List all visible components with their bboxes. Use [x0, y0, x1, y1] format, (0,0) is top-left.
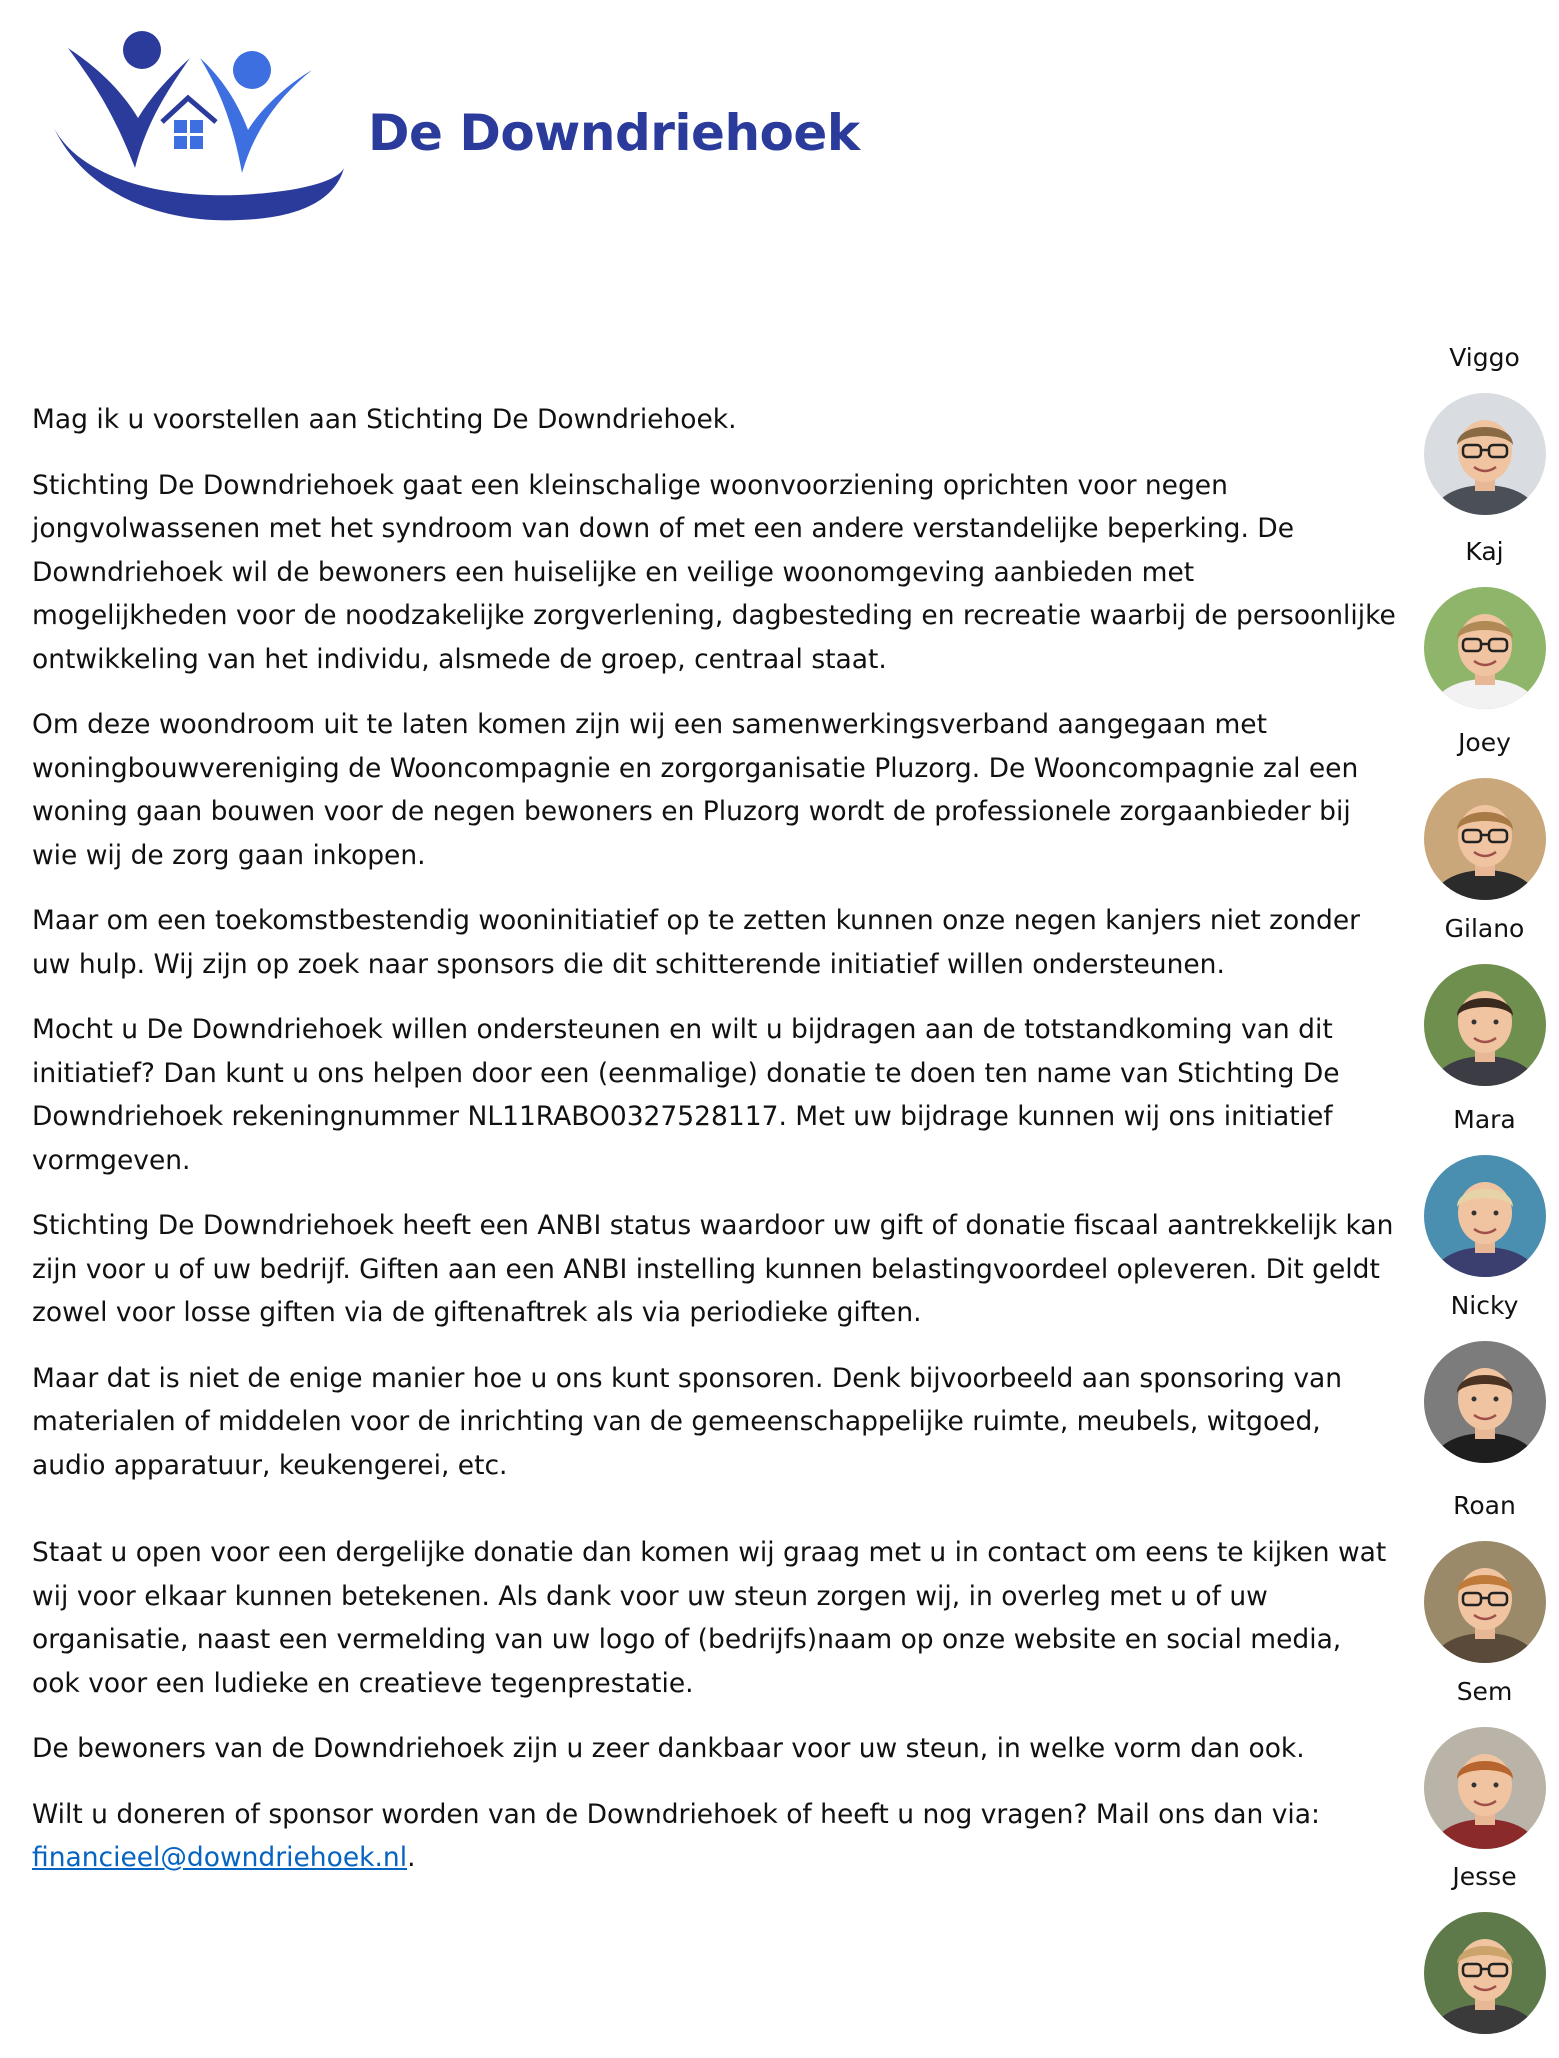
closing-period: .: [407, 1842, 416, 1873]
resident-photo: [1424, 1341, 1546, 1463]
paragraph: Om deze woondroom uit te laten komen zijn wij een samenwerkingsverband aangegaan met woningbouwvereniging de Wooncompagnie en zorgorganisatie Pluzorg. De Wooncompagnie zal een woning gaan bouwen voor de negen bewoners en Pluzorg wordt de professionele zorgaanbieder bij wie wij de zorg gaan inkopen.: [32, 709, 1359, 871]
resident-photo: [1424, 1541, 1546, 1663]
paragraph: Stichting De Downdriehoek heeft een ANBI status waardoor uw gift of donatie fiscaal aantrekkelijk kan zijn voor u of uw bedrijf. Giften aan een ANBI instelling kunnen belastingvoordeel opleveren. Dit geldt zowel voor losse giften via de giftenaftrek als via periodieke giften.: [32, 1210, 1394, 1328]
paragraph: Stichting De Downdriehoek gaat een kleinschalige woonvoorziening oprichten voor negen jongvolwassenen met het syndroom van down of met een andere verstandelijke beperking. De Downdriehoek wil de bewoners een huiselijke en veilige woonomgeving aanbieden met mogelijkheden voor de noodzakelijke zorgverlening, dagbesteding en recreatie waarbij de persoonlijke ontwikkeling van het individu, alsmede de groep, centraal staat.: [32, 469, 1396, 675]
closing-paragraph: [32, 1793, 1397, 1880]
portrait-icon: [1424, 964, 1546, 1086]
letterhead: [50, 18, 870, 228]
letter-body: [32, 398, 1397, 1902]
paragraph: Mocht u De Downdriehoek willen ondersteunen en wilt u bijdragen aan de totstandkoming van dit initiatief? Dan kunt u ons helpen door een (eenmalige) donatie te doen ten name van Stichting De Downdriehoek rekeningnummer NL11RABO0327528117. Met uw bijdrage kunnen wij ons initiatief vormgeven.: [32, 1014, 1340, 1176]
resident-photo: [1424, 778, 1546, 900]
resident-name: Jesse: [1452, 1862, 1517, 1891]
resident-photo: [1424, 1727, 1546, 1849]
resident-photo: [1424, 587, 1546, 709]
brand-name: De Downdriehoek: [368, 104, 860, 162]
resident-name: Viggo: [1449, 343, 1520, 372]
resident-photo: [1424, 1155, 1546, 1277]
resident-name: Joey: [1458, 728, 1511, 757]
paragraph: Staat u open voor een dergelijke donatie dan komen wij graag met u in contact om eens te kijken wat wij voor elkaar kunnen betekenen. Als dank voor uw steun zorgen wij, in overleg met u of uw organisatie, naast een vermelding van uw logo of (bedrijfs)naam op onze website en social media, ook voor een ludieke en creatieve tegenprestatie.: [32, 1537, 1387, 1699]
resident-name: Sem: [1456, 1677, 1513, 1706]
resident-name: Nicky: [1450, 1291, 1519, 1320]
paragraph: De bewoners van de Downdriehoek zijn u zeer dankbaar voor uw steun, in welke vorm dan ook.: [32, 1733, 1305, 1764]
resident-name: Mara: [1453, 1105, 1516, 1134]
closing-text: Wilt u doneren of sponsor worden van de Downdriehoek of heeft u nog vragen? Mail ons dan via:: [32, 1798, 1320, 1830]
portrait-icon: [1424, 778, 1546, 900]
portrait-icon: [1424, 393, 1546, 515]
portrait-icon: [1424, 1727, 1546, 1849]
portrait-icon: [1424, 1155, 1546, 1277]
resident-photo: [1424, 393, 1546, 515]
resident-name: Kaj: [1465, 537, 1504, 566]
portrait-icon: [1424, 1541, 1546, 1663]
residents-column: [1410, 0, 1559, 2058]
paragraph: Maar dat is niet de enige manier hoe u ons kunt sponsoren. Denk bijvoorbeeld aan sponsoring van materialen of middelen voor de inrichting van de gemeenschappelijke ruimte, meubels, witgoed, audio apparatuur, keukengerei, etc.: [32, 1362, 1343, 1481]
portrait-icon: [1424, 1912, 1546, 2034]
paragraph: Mag ik u voorstellen aan Stichting De Downdriehoek.: [32, 404, 737, 435]
paragraph: Maar om een toekomstbestendig wooninitiatief op te zetten kunnen onze negen kanjers niet zonder uw hulp. Wij zijn op zoek naar sponsors die dit schitterende initiatief willen ondersteunen.: [32, 905, 1361, 980]
resident-photo: [1424, 964, 1546, 1086]
downdriehoek-logo-icon: [50, 18, 350, 228]
resident-photo: [1424, 1912, 1546, 2034]
resident-name: Roan: [1453, 1491, 1516, 1520]
portrait-icon: [1424, 1341, 1546, 1463]
email-link[interactable]: financieel@downdriehoek.nl: [32, 1842, 408, 1873]
resident-name: Gilano: [1444, 914, 1525, 943]
portrait-icon: [1424, 587, 1546, 709]
